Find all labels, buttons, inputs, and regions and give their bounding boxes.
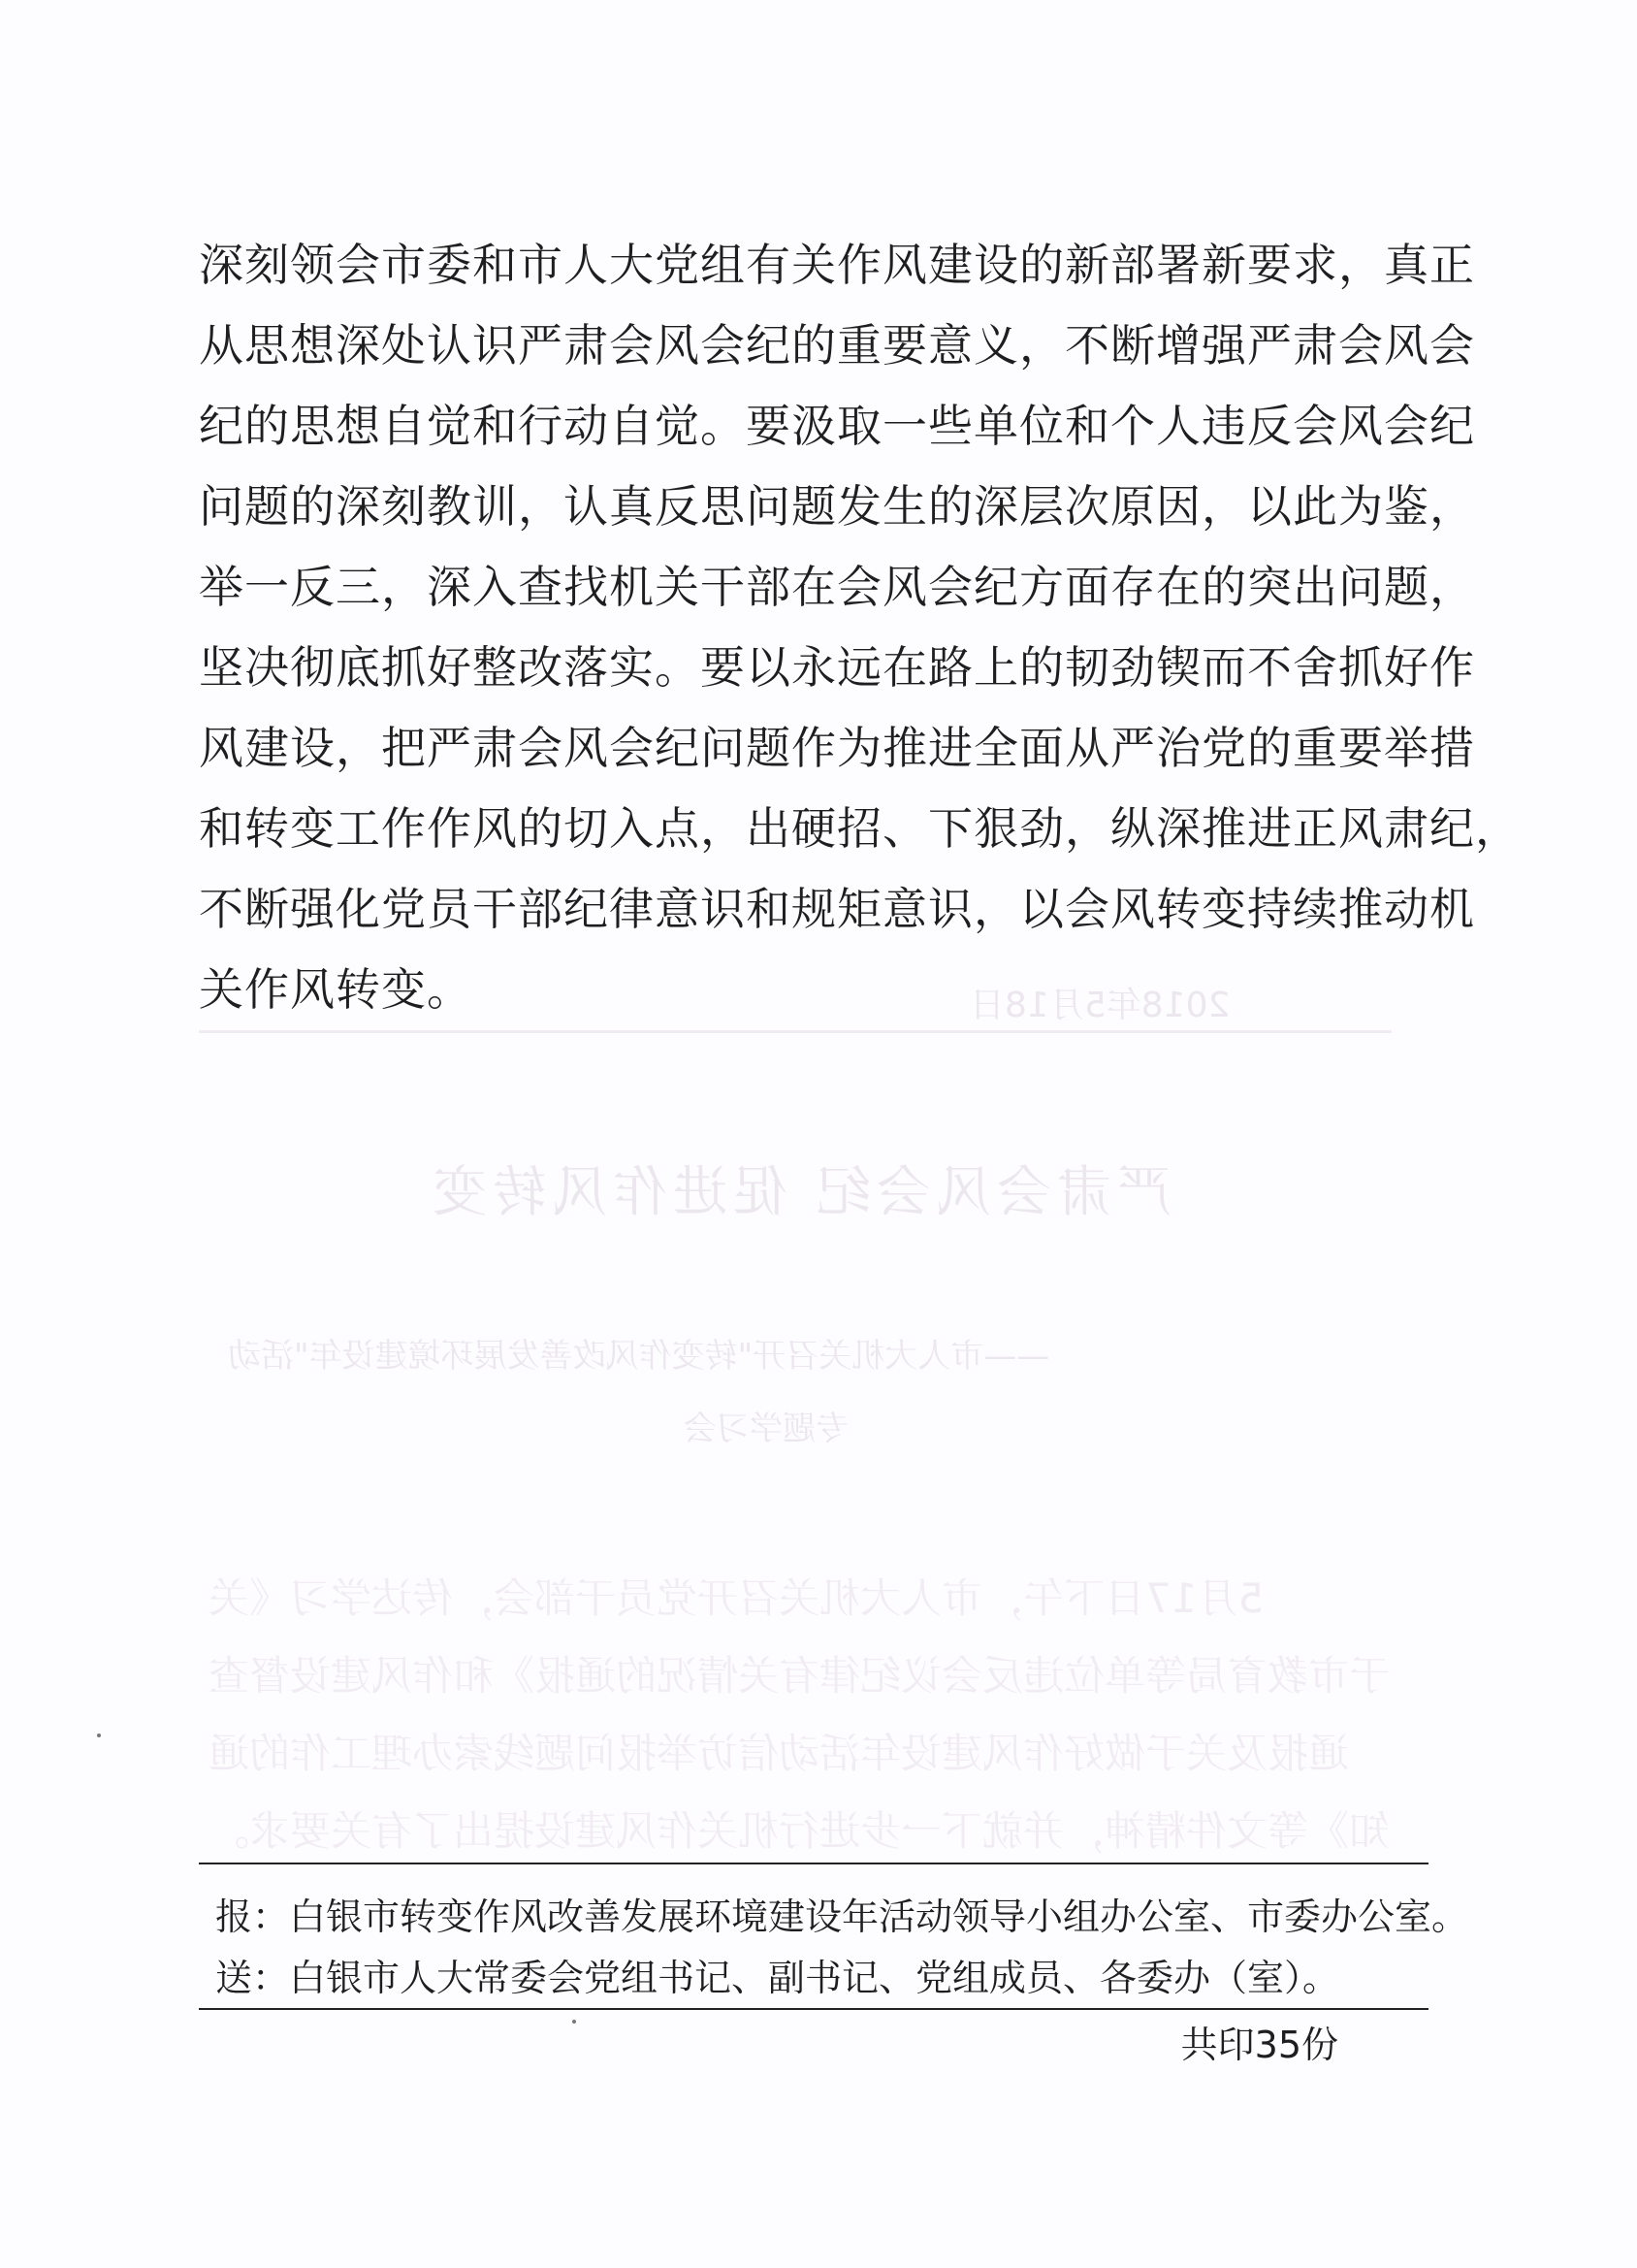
body-paragraph [199,225,1521,1030]
paragraph-line: 深刻领会市委和市人大党组有关作风建设的新部署新要求，真正 [199,239,1475,291]
paragraph-line: 从思想深处认识严肃会风会纪的重要意义，不断增强严肃会风会 [199,319,1475,372]
show-through-rule [199,1030,1392,1033]
copies-count: 共印35份 [1180,2024,1338,2066]
show-through-subtitle-2: 专题学习会 [684,1409,849,1448]
show-through-text: 于市教育局等单位违反会议纪律有关情况的通报》和作风建设督查 [209,1652,1391,1700]
scan-speck [572,2020,576,2024]
show-through-text: 5月17日下午，市人大机关召开党员干部会，传达学习《关 [209,1574,1265,1622]
send-to-line: 送：白银市人大常委会党组书记、副书记、党组成员、各委办（室）。 [215,1957,1340,1999]
show-through-text: 通报及关于做好作风建设年活动信访举报问题线索办理工作的通 [209,1730,1350,1777]
show-through-subtitle: ——市人大机关召开"转变作风改善发展环境建设年"活动 [228,1337,1050,1376]
paragraph-line: 和转变工作作风的切入点，出硬招、下狠劲，纵深推进正风肃纪， [199,802,1521,855]
paragraph-line: 问题的深刻教训，认真反思问题发生的深层次原因，以此为鉴， [199,480,1475,533]
report-to-line: 报：白银市转变作风改善发展环境建设年活动领导小组办公室、市委办公室。 [215,1895,1469,1938]
paragraph-line: 不断强化党员干部纪律意识和规矩意识，以会风转变持续推动机 [199,883,1475,935]
distribution-top-rule [199,1863,1428,1864]
show-through-date: 2018年5月18日 [970,986,1231,1025]
paragraph-line: 举一反三，深入查找机关干部在会风会纪方面存在的突出问题， [199,561,1475,613]
show-through-text: 知》等文件精神，并就下一步进行机关作风建设提出了有关要求。 [209,1807,1391,1855]
paragraph-line: 坚决彻底抓好整改落实。要以永远在路上的韧劲锲而不舍抓好作 [199,641,1475,694]
show-through-title: 严肃会风会纪 促进作风转变 [427,1161,1172,1224]
distribution-bottom-rule [199,2008,1428,2010]
scan-speck [97,1733,101,1737]
paragraph-line: 关作风转变。 [199,963,472,1016]
paragraph-line: 纪的思想自觉和行动自觉。要汲取一些单位和个人违反会风会纪 [199,400,1475,452]
paragraph-line: 风建设，把严肃会风会纪问题作为推进全面从严治党的重要举措 [199,722,1475,774]
